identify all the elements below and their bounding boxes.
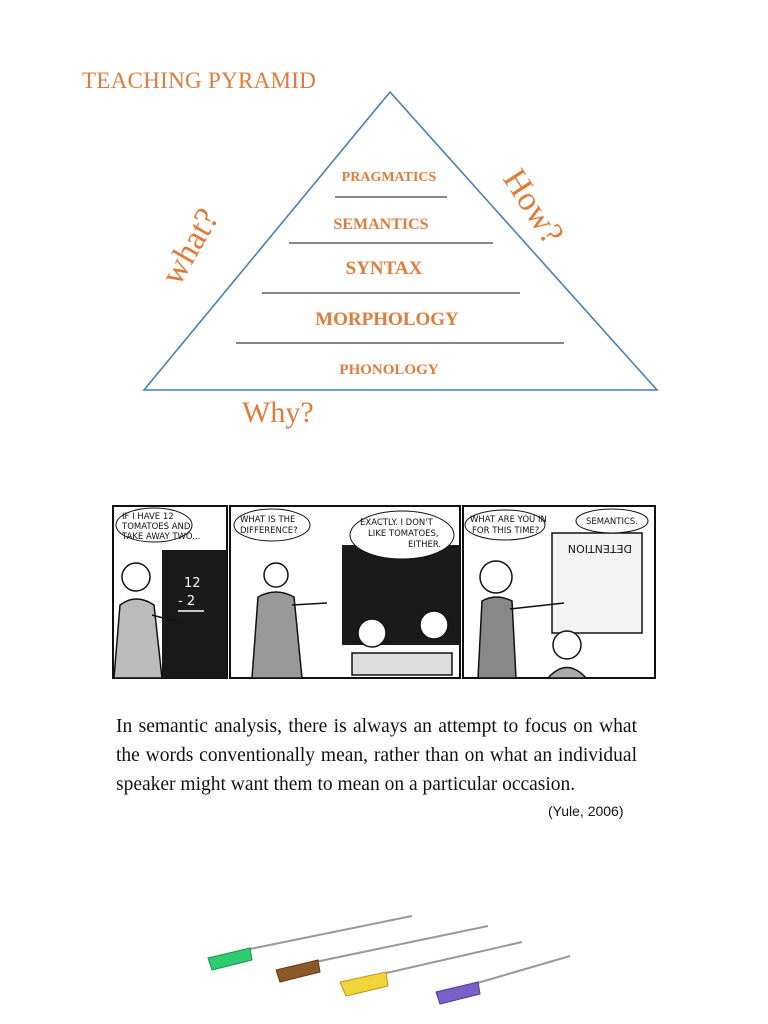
p2-teacher-speech-line: DIFFERENCE? [240,526,298,536]
page-title: TEACHING PYRAMID [82,68,317,93]
p3-speech-line: WHAT ARE YOU IN [470,515,547,525]
comic-strip [112,505,656,680]
level-semantics: SEMANTICS [333,216,429,233]
p3-speech-line: SEMANTICS. [586,517,639,527]
p2-student-speech-line: EXACTLY. I DON'T [360,518,433,528]
p3-detention-sign: DETENTION [567,542,632,555]
question-what: what? [153,202,227,292]
question-why: Why? [242,396,314,429]
p3-speech-line: FOR THIS TIME? [472,526,540,536]
p1-board-line: - 2 [178,594,196,609]
body-paragraph: In semantic analysis, there is always an attempt to focus on what the words conventionally mean, rather than on what an individual speaker might want them to mean on a particular occasion. [116,716,637,795]
p2-student-speech-line: EITHER. [408,540,442,550]
level-morphology: MORPHOLOGY [315,309,459,330]
needles-image [190,900,590,1010]
p1-board-line: 12 [184,576,201,591]
question-how: How? [495,162,571,251]
p2-student-speech-line: LIKE TOMATOES, [368,529,439,539]
p1-speech-line: TAKE AWAY TWO... [122,532,201,542]
pyramid-outline [144,92,657,390]
level-phonology: PHONOLOGY [339,362,439,378]
p1-speech-line: IF I HAVE 12 [122,512,174,522]
level-pragmatics: PRAGMATICS [341,170,437,185]
needle-purple [436,956,570,1004]
p2-teacher-speech-line: WHAT IS THE [240,515,296,525]
level-syntax: SYNTAX [345,258,423,279]
citation: (Yule, 2006) [548,803,624,819]
p1-speech-line: TOMATOES AND [122,522,191,532]
